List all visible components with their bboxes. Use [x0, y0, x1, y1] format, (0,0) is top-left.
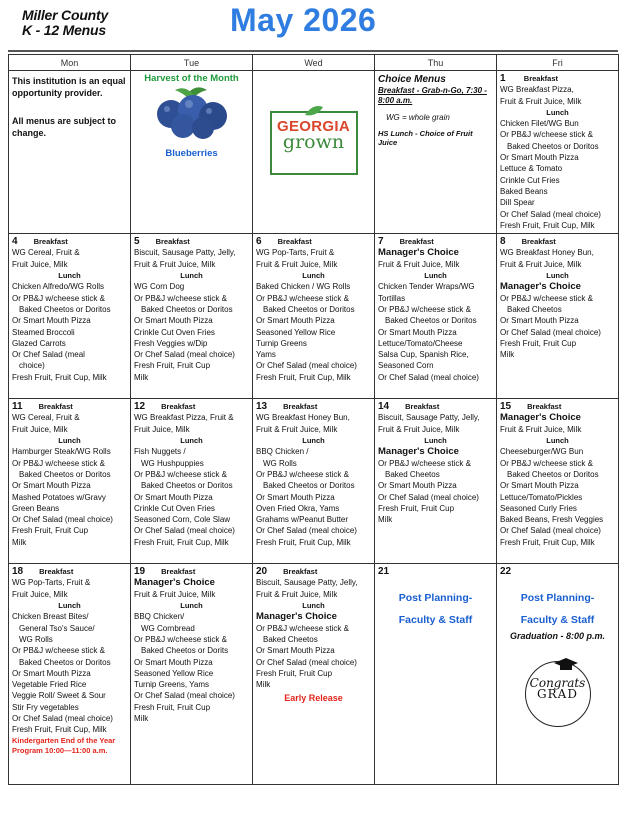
menu-item: Fish Nuggets /	[134, 447, 186, 457]
menu-item: Or Chef Salad (meal choice)	[256, 526, 357, 536]
breakfast-label: Breakfast	[38, 402, 73, 412]
lunch-label: Lunch	[180, 601, 203, 611]
managers-choice-label: Manager's Choice	[378, 446, 459, 458]
managers-choice-label: Manager's Choice	[378, 247, 459, 259]
org-subtitle: K - 12 Menus	[22, 22, 106, 38]
weekday-header: Fri	[497, 55, 619, 71]
menu-item: Or Smart Mouth Pizza	[500, 153, 579, 163]
menu-item: Milk	[12, 537, 27, 547]
day-number: 4	[12, 236, 18, 248]
menu-item: Fresh Fruit, Fruit Cup	[500, 338, 577, 348]
menu-item: Or Chef Salad (meal choice)	[256, 361, 357, 371]
menu-item: Fresh Fruit, Fruit Cup, Milk	[256, 372, 351, 382]
menu-item: Or Smart Mouth Pizza	[378, 481, 457, 491]
menu-item: WG Rolls	[19, 634, 53, 644]
logo-text-georgia: GEORGIA	[277, 118, 350, 135]
menu-item: Or Smart Mouth Pizza	[500, 316, 579, 326]
day-number: 19	[134, 566, 146, 578]
menu-item: Baked Cheetos	[507, 304, 562, 314]
day-cell-12	[131, 399, 253, 564]
hs-lunch-note: HS Lunch - Choice of Fruit Juice	[378, 129, 473, 148]
harvest-title: Harvest of the Month	[144, 73, 239, 84]
menu-item: Baked Beans, Fresh Veggies	[500, 515, 604, 525]
menu-item: Baked Cheetos or Doritos	[141, 481, 233, 491]
menu-item: Milk	[500, 350, 515, 360]
menu-item: Biscuit, Sausage Patty, Jelly,	[134, 248, 236, 258]
menu-item: Or Smart Mouth Pizza	[378, 327, 457, 337]
menu-item: Fruit & Fruit Juice, Milk	[500, 96, 582, 106]
breakfast-label: Breakfast	[399, 237, 434, 247]
menu-item: Cheeseburger/WG Bun	[500, 447, 584, 457]
lunch-label: Lunch	[302, 601, 325, 611]
menu-item: Fresh Fruit, Fruit Cup	[12, 526, 89, 536]
menu-item: Or Smart Mouth Pizza	[500, 481, 579, 491]
day-number: 12	[134, 401, 146, 413]
menu-item: Turnip Greens	[256, 338, 307, 348]
breakfast-label: Breakfast	[161, 402, 196, 412]
graduation-note: Graduation - 8:00 p.m.	[509, 631, 605, 642]
weekday-header: Wed	[253, 55, 375, 71]
menu-item: Or Smart Mouth Pizza	[134, 492, 213, 502]
lunch-label: Lunch	[180, 271, 203, 281]
lunch-label: Lunch	[546, 271, 569, 281]
day-cell-5	[131, 234, 253, 399]
menu-item: General Tso's Sauce/	[19, 623, 95, 633]
menu-item: Mashed Potatoes w/Gravy	[12, 492, 106, 502]
event-note: Kindergarten End of the Year Program 10:00—11:00 a.m.	[12, 735, 116, 755]
menu-item: WG Cornbread	[141, 623, 195, 633]
menu-item: Fresh Fruit, Fruit Cup, Milk	[12, 725, 107, 735]
menu-item: Baked Cheetos or Doritos	[507, 469, 599, 479]
breakfast-label: Breakfast	[161, 567, 196, 577]
menu-item: Or Chef Salad (meal choice)	[500, 526, 601, 536]
menu-item: Fruit Juice, Milk	[134, 424, 190, 434]
menu-item: Seasoned Curly Fries	[500, 503, 577, 513]
menu-item: Or PB&J w/cheese stick &	[256, 469, 349, 479]
info-cell	[9, 71, 131, 234]
menu-item: Baked Cheetos or Doritos	[141, 304, 233, 314]
lunch-label: Lunch	[302, 436, 325, 446]
menu-item: Fresh Fruit, Fruit Cup, Milk	[500, 220, 595, 230]
menu-item: Oven Fried Okra, Yams	[256, 503, 340, 513]
menu-item: Seasoned Yellow Rice	[256, 327, 336, 337]
week-row-2	[9, 234, 619, 399]
menu-item: WG Cereal, Fruit &	[12, 413, 80, 423]
menu-item: Green Beans	[12, 503, 60, 513]
day-cell-13	[253, 399, 375, 564]
menu-item: Or PB&J w/cheese stick &	[500, 458, 593, 468]
menu-item: Baked Cheetos or Doritos	[385, 316, 477, 326]
day-number: 11	[12, 401, 23, 413]
week-row-3	[9, 399, 619, 564]
breakfast-label: Breakfast	[523, 74, 558, 83]
menu-item: Grahams w/Peanut Butter	[256, 515, 349, 525]
menu-item: Milk	[378, 515, 393, 525]
lunch-label: Lunch	[180, 436, 203, 446]
org-name: Miller County	[22, 7, 109, 23]
menu-item: BBQ Chicken/	[134, 612, 185, 622]
menu-item: Baked Cheetos or Doritos	[19, 657, 111, 667]
day-number: 5	[134, 236, 140, 248]
menu-item: Chicken Breast Bites/	[12, 612, 89, 622]
day-cell-6	[253, 234, 375, 399]
day-number: 7	[378, 236, 384, 248]
menu-item: Baked Cheetos or Doritos	[263, 481, 355, 491]
menu-item: Fresh Fruit, Fruit Cup	[134, 702, 211, 712]
managers-choice-label: Manager's Choice	[134, 577, 215, 589]
day-cell-22	[497, 564, 619, 785]
menu-item: Or PB&J w/cheese stick &	[12, 293, 105, 303]
day-number: 21	[378, 566, 390, 578]
logo-text-grown: grown	[282, 131, 345, 154]
menu-item: Or PB&J w/cheese stick &	[134, 293, 227, 303]
breakfast-label: Breakfast	[155, 237, 190, 247]
day-cell-18	[9, 564, 131, 785]
menu-item: Or Smart Mouth Pizza	[256, 316, 335, 326]
post-planning-note	[378, 587, 493, 631]
menu-item: Chicken Filet/WG Bun	[500, 119, 579, 129]
week-row-4	[9, 564, 619, 785]
menu-item: Or Chef Salad (meal choice)	[134, 350, 235, 360]
menu-item: Or Smart Mouth Pizza	[256, 492, 335, 502]
menu-item: Biscuit, Sausage Patty, Jelly,	[256, 578, 358, 588]
day-cell-11	[9, 399, 131, 564]
breakfast-label: Breakfast	[283, 567, 318, 577]
leaf-icon	[303, 105, 325, 117]
menu-item: Or PB&J w/cheese stick &	[500, 130, 593, 140]
lunch-label: Lunch	[546, 107, 569, 117]
menu-item: WG Breakfast Pizza, Fruit &	[134, 413, 234, 423]
day-cell-21	[375, 564, 497, 785]
weekday-header-row	[9, 55, 619, 71]
post-planning-note	[500, 587, 615, 631]
menu-item: Vegetable Fried Rice	[12, 680, 87, 690]
day-number: 6	[256, 236, 262, 248]
congrats-grad-badge	[525, 661, 591, 727]
breakfast-time-note: Breakfast - Grab-n-Go, 7:30 - 8:00 a.m.	[378, 86, 487, 105]
header-divider	[8, 50, 618, 52]
menu-item: Fruit Juice, Milk	[12, 259, 68, 269]
lunch-label: Lunch	[424, 271, 447, 281]
post-planning-line: Post Planning-	[520, 592, 595, 605]
subject-to-change-note: All menus are subject to change.	[12, 116, 117, 138]
menu-item: Or PB&J w/cheese stick &	[500, 293, 593, 303]
weekday-header: Thu	[375, 55, 497, 71]
equal-opportunity-note: This institution is an equal opportunity provider.	[12, 76, 126, 98]
menu-item: Fruit Juice, Milk	[12, 424, 68, 434]
menu-item: Fruit & Fruit Juice, Milk	[500, 424, 582, 434]
menu-item: Or Smart Mouth Pizza	[134, 657, 213, 667]
menu-item: Or PB&J w/cheese stick &	[134, 469, 227, 479]
menu-item: Fruit & Fruit Juice, Milk	[134, 259, 216, 269]
menu-item: Seasoned Corn	[378, 361, 434, 371]
choice-menus-cell	[375, 71, 497, 234]
blueberries-icon	[134, 84, 249, 143]
menu-item: Fruit & Fruit Juice, Milk	[256, 424, 338, 434]
post-planning-line: Faculty & Staff	[520, 614, 595, 627]
menu-item: Fresh Fruit, Fruit Cup, Milk	[134, 537, 229, 547]
day-number: 8	[500, 236, 506, 248]
menu-item: Or Chef Salad (meal choice)	[500, 327, 601, 337]
menu-item: Baked Cheetos or Doritos	[19, 469, 111, 479]
menu-item: Fresh Fruit, Fruit Cup	[256, 668, 333, 678]
menu-item: Crinkle Cut Fries	[500, 175, 560, 185]
menu-item: Milk	[134, 372, 149, 382]
menu-item: Dill Spear	[500, 198, 535, 208]
menu-item: Yams	[256, 350, 276, 360]
menu-item: Crinkle Cut Oven Fries	[134, 327, 215, 337]
logo-cell	[253, 71, 375, 234]
lunch-label: Lunch	[58, 601, 81, 611]
day-number: 13	[256, 401, 268, 413]
lunch-label: Lunch	[58, 436, 81, 446]
menu-item: Or Smart Mouth Pizza	[12, 481, 91, 491]
breakfast-label: Breakfast	[521, 237, 556, 247]
menu-item: Or Chef Salad (meal choice)	[378, 372, 479, 382]
menu-item: Fresh Fruit, Fruit Cup, Milk	[500, 537, 595, 547]
day-number: 1	[500, 73, 506, 84]
menu-item: WG Pop-Tarts, Fruit &	[12, 578, 91, 588]
breakfast-label: Breakfast	[527, 402, 562, 412]
menu-item: Baked Cheetos or Doritos	[263, 304, 355, 314]
menu-item: Tortillas	[378, 293, 406, 303]
day-cell-7	[375, 234, 497, 399]
menu-item: Or Chef Salad (meal choice)	[12, 714, 113, 724]
menu-item: Milk	[256, 680, 271, 690]
menu-item: WG Corn Dog	[134, 282, 185, 292]
menu-item: Turnip Greens, Yams	[134, 680, 209, 690]
menu-item: Or PB&J w/cheese stick &	[12, 646, 105, 656]
lunch-label: Lunch	[546, 436, 569, 446]
menu-item: Fresh Fruit, Fruit Cup, Milk	[12, 372, 107, 382]
menu-item: Fruit & Fruit Juice, Milk	[256, 589, 338, 599]
menu-item: Seasoned Corn, Cole Slaw	[134, 515, 231, 525]
menu-item: Hamburger Steak/WG Rolls	[12, 447, 111, 457]
day-cell-20	[253, 564, 375, 785]
harvest-fruit: Blueberries	[165, 147, 218, 159]
menu-item: Or Smart Mouth Pizza	[256, 646, 335, 656]
menu-item: Or Smart Mouth Pizza	[134, 316, 213, 326]
menu-item: WG Pop-Tarts, Fruit &	[256, 248, 335, 258]
breakfast-label: Breakfast	[39, 567, 74, 577]
menu-item: Chicken Alfredo/WG Rolls	[12, 282, 105, 292]
menu-item: Fruit Juice, Milk	[12, 589, 68, 599]
day-cell-4	[9, 234, 131, 399]
lunch-label: Lunch	[302, 271, 325, 281]
managers-choice-label: Manager's Choice	[256, 611, 337, 623]
menu-item: WG Cereal, Fruit &	[12, 248, 80, 258]
day-cell-15	[497, 399, 619, 564]
menu-item: Or Chef Salad (meal choice)	[12, 515, 113, 525]
day-number: 22	[500, 566, 512, 578]
menu-item: Fruit & Fruit Juice, Milk	[500, 259, 582, 269]
menu-item: Fresh Fruit, Fruit Cup	[378, 503, 455, 513]
day-cell-8	[497, 234, 619, 399]
breakfast-label: Breakfast	[405, 402, 440, 412]
menu-item: Or PB&J w/cheese stick &	[12, 458, 105, 468]
early-release-note: Early Release	[284, 693, 343, 704]
menu-item: Or PB&J w/cheese stick &	[378, 458, 471, 468]
org-header	[22, 8, 108, 38]
menu-item: Lettuce/Tomato/Pickles	[500, 492, 583, 502]
menu-item: Fresh Fruit, Fruit Cup, Milk	[256, 537, 351, 547]
menu-calendar	[8, 54, 619, 785]
day-cell-14	[375, 399, 497, 564]
menu-item: Glazed Carrots	[12, 338, 66, 348]
menu-item: Or Chef Salad (meal choice)	[500, 209, 601, 219]
menu-item: Biscuit, Sausage Patty, Jelly,	[378, 413, 480, 423]
graduation-cap-icon	[554, 658, 578, 672]
menu-item: Or PB&J w/cheese stick &	[378, 304, 471, 314]
day-number: 14	[378, 401, 390, 413]
weekday-header: Mon	[9, 55, 131, 71]
menu-item: Or PB&J w/cheese stick &	[256, 623, 349, 633]
managers-choice-label: Manager's Choice	[500, 412, 581, 424]
menu-item: Or Chef Salad (meal	[12, 350, 85, 360]
breakfast-label: Breakfast	[283, 402, 318, 412]
menu-item: Fruit & Fruit Juice, Milk	[134, 589, 216, 599]
menu-item: Milk	[134, 714, 149, 724]
menu-item: Fruit & Fruit Juice, Milk	[378, 259, 460, 269]
menu-item: Or Chef Salad (meal choice)	[378, 492, 479, 502]
menu-item: Or PB&J w/cheese stick &	[134, 634, 227, 644]
menu-item: Baked Cheetos or Doritos	[507, 141, 599, 151]
menu-item: Or PB&J w/cheese stick &	[256, 293, 349, 303]
badge-congrats-text: Congrats	[529, 675, 586, 690]
georgia-grown-logo	[270, 111, 358, 175]
menu-item: Salsa Cup, Spanish Rice,	[378, 350, 469, 360]
menu-item: WG Breakfast Pizza,	[500, 85, 574, 95]
post-planning-line: Post Planning-	[398, 592, 473, 605]
post-planning-line: Faculty & Staff	[398, 614, 473, 627]
menu-item: Steamed Broccoli	[12, 327, 75, 337]
lunch-label: Lunch	[58, 271, 81, 281]
menu-item: Seasoned Yellow Rice	[134, 668, 214, 678]
menu-item: WG Breakfast Honey Bun,	[256, 413, 350, 423]
weekday-header: Tue	[131, 55, 253, 71]
week-row-1	[9, 71, 619, 234]
page-title: May 2026	[230, 2, 377, 38]
menu-item: BBQ Chicken /	[256, 447, 309, 457]
breakfast-label: Breakfast	[277, 237, 312, 247]
menu-item: Or Chef Salad (meal choice)	[134, 526, 235, 536]
menu-item: Or Smart Mouth Pizza	[12, 668, 91, 678]
menu-item: Fresh Veggies w/Dip	[134, 338, 208, 348]
day-number: 15	[500, 401, 512, 413]
day-cell-19	[131, 564, 253, 785]
menu-item: Baked Cheetos or Doritos	[19, 304, 111, 314]
menu-item: choice)	[19, 361, 45, 371]
menu-item: Baked Cheetos	[263, 634, 318, 644]
menu-item: Stir Fry vegetables	[12, 702, 79, 712]
menu-item: Or Smart Mouth Pizza	[12, 316, 91, 326]
menu-item: WG Rolls	[263, 458, 297, 468]
menu-item: Baked Cheetos or Dorits	[141, 646, 229, 656]
menu-item: WG Breakfast Honey Bun,	[500, 248, 594, 258]
menu-item: WG Hushpuppies	[141, 458, 204, 468]
menu-item: Baked Chicken / WG Rolls	[256, 282, 351, 292]
menu-item: Or Chef Salad (meal choice)	[134, 691, 235, 701]
whole-grain-note: WG = whole grain	[386, 113, 450, 122]
menu-item: Fruit & Fruit Juice, Milk	[256, 259, 338, 269]
menu-item: Lettuce/Tomato/Cheese	[378, 338, 463, 348]
breakfast-label: Breakfast	[33, 237, 68, 247]
lunch-label: Lunch	[424, 436, 447, 446]
menu-item: Baked Beans	[500, 186, 548, 196]
menu-item: Crinkle Cut Oven Fries	[134, 503, 215, 513]
menu-item: Veggie Roll/ Sweet & Sour	[12, 691, 106, 701]
managers-choice-label: Manager's Choice	[500, 281, 581, 293]
day-cell-1	[497, 71, 619, 234]
day-number: 20	[256, 566, 268, 578]
harvest-cell	[131, 71, 253, 234]
menu-item: Lettuce & Tomato	[500, 164, 563, 174]
choice-menus-title: Choice Menus	[378, 74, 446, 85]
menu-item: Fruit & Fruit Juice, Milk	[378, 424, 460, 434]
day-number: 18	[12, 566, 24, 578]
menu-item: Baked Cheetos	[385, 469, 440, 479]
menu-item: Chicken Tender Wraps/WG	[378, 282, 475, 292]
menu-item: Fresh Fruit, Fruit Cup	[134, 361, 211, 371]
menu-item: Or Chef Salad (meal choice)	[256, 657, 357, 667]
badge-grad-text: GRAD	[537, 687, 578, 702]
